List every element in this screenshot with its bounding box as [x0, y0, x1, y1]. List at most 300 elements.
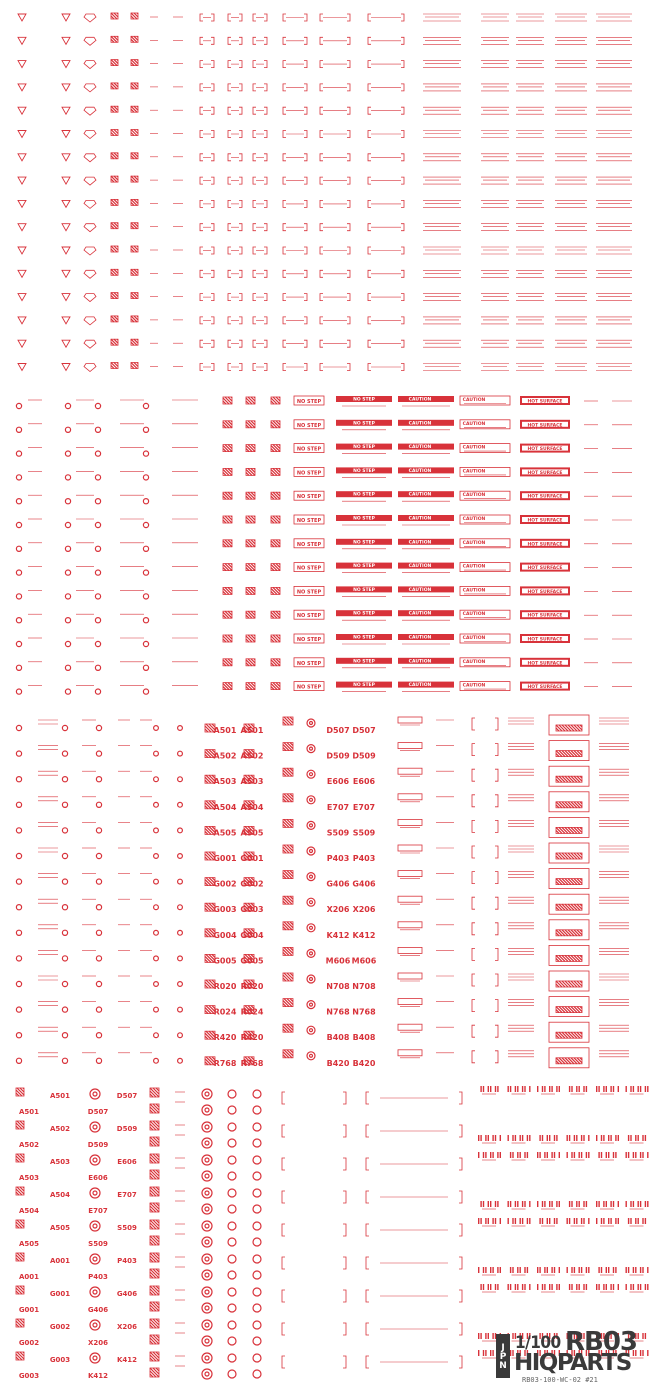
hot-surface-label: HOT SURFACE: [527, 494, 563, 500]
barcode-bar: [588, 1267, 589, 1273]
barcode-bar: [544, 1152, 545, 1158]
label-bracket: [472, 820, 498, 832]
target-ring: [65, 475, 70, 480]
target-ring: [65, 403, 70, 408]
target-ring: [62, 930, 67, 935]
inspection-tag: [398, 973, 422, 979]
target-ring: [143, 427, 148, 432]
target-dot: [310, 798, 313, 801]
barcode-bar: [574, 1267, 575, 1273]
target-ring: [65, 641, 70, 646]
caution-bar-label: CAUTION: [408, 421, 432, 427]
no-step-label: NO STEP: [296, 446, 322, 453]
hatch-square: [283, 922, 293, 930]
caution-box-label: CAUTION: [462, 398, 486, 403]
barcode-bar: [598, 1152, 599, 1158]
barcode-bar: [529, 1201, 530, 1207]
barcode-bar: [500, 1218, 501, 1224]
target-ring: [202, 1369, 212, 1379]
barcode-bar: [579, 1284, 580, 1290]
target-ring: [202, 1105, 212, 1115]
barcode-bar: [606, 1152, 607, 1158]
code-label: G001: [213, 854, 237, 863]
target-ring: [62, 725, 67, 730]
barcode-bar: [485, 1152, 486, 1158]
hatch-square: [150, 1137, 159, 1146]
target-ring: [178, 854, 183, 859]
hot-surface-label: HOT SURFACE: [527, 423, 563, 429]
target-ring: [96, 905, 101, 910]
barcode-bar: [645, 1218, 646, 1224]
barcode-bar: [515, 1284, 516, 1290]
caution-box-label: CAUTION: [462, 421, 486, 427]
hatch-square: [111, 339, 118, 345]
code-label: E707: [352, 802, 376, 812]
code-label: B420: [326, 1058, 350, 1068]
hatch-square: [150, 1319, 159, 1328]
hatch-square: [271, 683, 280, 690]
target-ring: [143, 641, 148, 646]
hatch-square: [16, 1352, 24, 1360]
barcode-bar: [613, 1284, 614, 1290]
code-label: K412: [326, 930, 350, 940]
barcode-bar: [576, 1201, 577, 1207]
barcode-bar: [598, 1284, 599, 1290]
hatch-square: [150, 1170, 159, 1179]
barcode-bar: [537, 1267, 538, 1273]
target-ring: [178, 982, 183, 987]
code-label: K412: [352, 930, 376, 940]
target-ring: [307, 796, 315, 804]
target-dot: [93, 1290, 97, 1294]
hatch-square: [246, 492, 255, 499]
hatch-square: [246, 611, 255, 618]
barcode-bar: [544, 1284, 545, 1290]
no-step-bar-label: NO STEP: [353, 587, 375, 593]
barcode-bar: [628, 1152, 629, 1158]
hatch-square: [223, 587, 232, 594]
code-label: G002: [213, 879, 237, 889]
barcode-bar: [542, 1218, 543, 1224]
inspection-tag: [398, 871, 422, 877]
gem-icon: [84, 14, 96, 22]
target-dot: [205, 1273, 209, 1277]
target-ring: [228, 1205, 236, 1213]
code-label: D509: [87, 1141, 109, 1149]
caution-box-label: CAUTION: [462, 659, 486, 665]
barcode-bar: [524, 1201, 525, 1207]
caution-bar-label: CAUTION: [408, 468, 432, 474]
target-ring: [96, 879, 101, 884]
barcode-bar: [508, 1201, 509, 1207]
target-ring: [90, 1089, 100, 1099]
barcode-bar: [527, 1218, 528, 1224]
target-dot: [93, 1125, 97, 1129]
hatch-square: [246, 421, 255, 428]
barcode-bar: [517, 1086, 518, 1092]
no-step-label: NO STEP: [296, 399, 322, 405]
barcode-bar: [492, 1333, 493, 1339]
barcode-bar: [606, 1201, 607, 1207]
code-label: G002: [18, 1339, 40, 1347]
target-ring: [62, 1033, 67, 1038]
barcode-bar: [488, 1284, 489, 1290]
code-label: A505: [240, 828, 264, 838]
code-label: M606: [325, 956, 351, 966]
target-ring: [143, 499, 148, 504]
target-ring: [154, 1058, 159, 1063]
no-step-bar-label: NO STEP: [353, 397, 375, 403]
warning-triangle-icon: [62, 270, 70, 277]
barcode-bar: [497, 1086, 498, 1092]
no-step-label: NO STEP: [296, 541, 322, 548]
hatch-square: [131, 293, 138, 299]
hot-surface-label: HOT SURFACE: [527, 566, 563, 572]
barcode-bar: [647, 1267, 648, 1273]
hatch-square: [111, 223, 118, 229]
code-label: A504: [18, 1207, 40, 1215]
code-label: G406: [116, 1290, 138, 1298]
target-ring: [90, 1287, 100, 1297]
label-bracket: [472, 948, 498, 960]
hatch-square: [246, 683, 255, 690]
barcode-bar: [488, 1135, 489, 1141]
target-ring: [62, 802, 67, 807]
warning-triangle-icon: [62, 61, 70, 68]
target-ring: [154, 777, 159, 782]
barcode-bar: [630, 1086, 631, 1092]
barcode-bar: [500, 1135, 501, 1141]
caution-bar-label: CAUTION: [408, 564, 432, 570]
hatch-square: [131, 246, 138, 252]
series-logo: RB03: [565, 1327, 638, 1357]
gem-icon: [84, 107, 96, 115]
target-ring: [16, 451, 21, 456]
target-ring: [307, 898, 315, 906]
barcode-bar: [559, 1201, 560, 1207]
barcode-bar: [638, 1086, 639, 1092]
target-ring: [253, 1370, 261, 1378]
code-label: G005: [240, 956, 264, 966]
barcode-bar: [539, 1152, 540, 1158]
hatch-square: [223, 421, 232, 428]
target-dot: [205, 1356, 209, 1360]
barcode-bar: [512, 1135, 513, 1141]
target-ring: [62, 853, 67, 858]
target-ring: [16, 725, 21, 730]
barcode-bar: [485, 1218, 486, 1224]
barcode-bar: [569, 1086, 570, 1092]
barcode-bar: [517, 1284, 518, 1290]
target-dot: [205, 1125, 209, 1129]
gem-icon: [84, 317, 96, 325]
caution-bar-label: CAUTION: [408, 611, 432, 617]
hatch-square: [223, 445, 232, 452]
target-ring: [65, 594, 70, 599]
hatch-square: [223, 659, 232, 666]
target-ring: [95, 451, 100, 456]
warning-triangle-icon: [18, 154, 26, 161]
hatch-square: [283, 1024, 293, 1032]
target-dot: [93, 1257, 97, 1261]
label-bracket: [472, 718, 498, 730]
no-step-label: NO STEP: [296, 470, 322, 477]
no-step-bar-label: NO STEP: [353, 540, 375, 546]
hatch-square: [131, 153, 138, 159]
barcode-bar: [606, 1086, 607, 1092]
target-dot: [205, 1257, 209, 1261]
target-ring: [96, 777, 101, 782]
target-ring: [307, 745, 315, 753]
label-bracket: [282, 1191, 346, 1203]
hatch-square: [111, 83, 118, 89]
code-label: P403: [352, 854, 376, 863]
inspection-tag: [398, 845, 422, 851]
barcode-bar: [522, 1201, 523, 1207]
barcode-bar: [645, 1135, 646, 1141]
barcode-bar: [510, 1267, 511, 1273]
inspection-tag: [398, 1024, 422, 1030]
barcode-bar: [635, 1218, 636, 1224]
barcode-bar: [512, 1152, 513, 1158]
warning-triangle-icon: [18, 317, 26, 324]
target-ring: [202, 1336, 212, 1346]
no-step-bar-label: NO STEP: [353, 659, 375, 665]
target-dot: [310, 1029, 313, 1032]
code-label: A504: [213, 802, 237, 812]
barcode-bar: [596, 1086, 597, 1092]
target-ring: [178, 1007, 183, 1012]
barcode-bar: [576, 1086, 577, 1092]
barcode-bar: [515, 1201, 516, 1207]
barcode-bar: [615, 1218, 616, 1224]
barcode-bar: [579, 1201, 580, 1207]
target-ring: [178, 751, 183, 756]
hatch-square: [271, 587, 280, 594]
caution-box-label: CAUTION: [462, 588, 486, 594]
code-label: D509: [116, 1125, 138, 1133]
target-dot: [205, 1191, 209, 1195]
hot-surface-label: HOT SURFACE: [527, 399, 563, 405]
code-label: G003: [18, 1372, 40, 1380]
barcode-bar: [551, 1152, 552, 1158]
target-dot: [205, 1174, 209, 1178]
gem-icon: [84, 84, 96, 92]
target-ring: [154, 726, 159, 731]
barcode-bar: [638, 1284, 639, 1290]
barcode-bar: [478, 1135, 479, 1141]
barcode-bar: [542, 1201, 543, 1207]
target-dot: [93, 1323, 97, 1327]
barcode-bar: [492, 1152, 493, 1158]
target-ring: [228, 1354, 236, 1362]
barcode-bar: [485, 1267, 486, 1273]
barcode-bar: [478, 1350, 479, 1356]
barcode-bar: [640, 1086, 641, 1092]
hot-surface-label: HOT SURFACE: [527, 613, 563, 619]
target-ring: [16, 665, 21, 670]
caution-bar-label: CAUTION: [408, 635, 432, 641]
barcode-bar: [586, 1152, 587, 1158]
barcode-bar: [576, 1218, 577, 1224]
label-bracket: [282, 1224, 346, 1236]
warning-triangle-icon: [62, 200, 70, 207]
barcode-bar: [635, 1267, 636, 1273]
barcode-bar: [547, 1152, 548, 1158]
barcode-bar: [480, 1201, 481, 1207]
hatch-square: [131, 36, 138, 42]
target-ring: [178, 777, 183, 782]
code-label: G001: [49, 1290, 71, 1298]
barcode-bar: [492, 1267, 493, 1273]
code-label: A504: [240, 802, 264, 812]
barcode-bar: [547, 1267, 548, 1273]
barcode-bar: [640, 1284, 641, 1290]
hatch-square: [131, 13, 138, 19]
target-ring: [16, 641, 21, 646]
code-label: R020: [213, 982, 237, 991]
barcode-bar: [645, 1201, 646, 1207]
barcode-bar: [610, 1135, 611, 1141]
target-ring: [16, 1058, 21, 1063]
target-dot: [310, 824, 313, 827]
target-dot: [205, 1323, 209, 1327]
hatch-square: [111, 363, 118, 369]
target-ring: [96, 956, 101, 961]
barcode-bar: [608, 1218, 609, 1224]
barcode-bar: [626, 1201, 627, 1207]
target-ring: [228, 1304, 236, 1312]
barcode-bar: [500, 1267, 501, 1273]
hatch-square: [131, 199, 138, 205]
target-dot: [310, 926, 313, 929]
gem-icon: [84, 224, 96, 232]
inspection-tag: [398, 947, 422, 953]
target-ring: [143, 618, 148, 623]
caution-bar-label: CAUTION: [408, 683, 432, 689]
hatch-square: [131, 363, 138, 369]
barcode-bar: [544, 1086, 545, 1092]
target-ring: [90, 1320, 100, 1330]
barcode-bar: [613, 1201, 614, 1207]
no-step-label: NO STEP: [296, 660, 322, 667]
target-ring: [202, 1237, 212, 1247]
target-ring: [228, 1106, 236, 1114]
barcode-bar: [529, 1284, 530, 1290]
barcode-bar: [633, 1086, 634, 1092]
target-ring: [154, 854, 159, 859]
warning-triangle-icon: [18, 14, 26, 21]
hatch-square: [150, 1121, 159, 1130]
hatch-square: [246, 516, 255, 523]
target-ring: [62, 956, 67, 961]
label-bracket: [282, 1092, 346, 1104]
hatch-square: [246, 540, 255, 547]
barcode-bar: [483, 1350, 484, 1356]
target-ring: [95, 475, 100, 480]
target-ring: [62, 905, 67, 910]
barcode-bar: [588, 1152, 589, 1158]
code-label: S509: [88, 1240, 108, 1248]
barcode-bar: [633, 1152, 634, 1158]
target-dot: [93, 1191, 97, 1195]
target-dot: [205, 1290, 209, 1294]
target-ring: [62, 1058, 67, 1063]
target-ring: [307, 1026, 315, 1034]
barcode-bar: [488, 1333, 489, 1339]
target-ring: [154, 982, 159, 987]
hatch-square: [246, 397, 255, 404]
barcode-bar: [529, 1135, 530, 1141]
warning-triangle-icon: [62, 131, 70, 138]
label-bracket: [472, 974, 498, 986]
barcode-bar: [626, 1284, 627, 1290]
barcode-bar: [544, 1267, 545, 1273]
target-ring: [178, 802, 183, 807]
code-label: N768: [326, 1007, 350, 1017]
barcode-bar: [569, 1284, 570, 1290]
no-step-bar-label: NO STEP: [353, 421, 375, 427]
hatch-square: [131, 339, 138, 345]
barcode-bar: [647, 1201, 648, 1207]
caution-box-label: CAUTION: [462, 540, 486, 546]
hatch-strip: [556, 955, 582, 961]
hatch-square: [150, 1236, 159, 1245]
target-ring: [62, 828, 67, 833]
barcode-bar: [480, 1086, 481, 1092]
barcode-bar: [647, 1152, 648, 1158]
barcode-bar: [583, 1135, 584, 1141]
hatch-square: [16, 1319, 24, 1327]
code-label: N768: [352, 1007, 376, 1017]
barcode-bar: [635, 1152, 636, 1158]
hatch-square: [150, 1187, 159, 1196]
code-label: G003: [49, 1356, 71, 1364]
barcode-bar: [571, 1201, 572, 1207]
code-label: G002: [49, 1323, 71, 1331]
target-dot: [205, 1108, 209, 1112]
warning-triangle-icon: [62, 224, 70, 231]
hatch-square: [283, 743, 293, 751]
barcode-bar: [610, 1218, 611, 1224]
hatch-square: [271, 611, 280, 618]
barcode-bar: [478, 1218, 479, 1224]
code-label: G406: [326, 879, 350, 889]
hot-surface-label: HOT SURFACE: [527, 685, 563, 691]
hatch-strip: [556, 930, 582, 936]
no-step-label: NO STEP: [296, 518, 322, 524]
barcode-bar: [567, 1267, 568, 1273]
target-ring: [154, 1007, 159, 1012]
label-bracket: [472, 1025, 498, 1037]
target-dot: [205, 1240, 209, 1244]
warning-triangle-icon: [62, 317, 70, 324]
target-ring: [96, 828, 101, 833]
target-dot: [93, 1158, 97, 1162]
target-ring: [143, 475, 148, 480]
barcode-bar: [522, 1218, 523, 1224]
caution-bar-label: CAUTION: [408, 540, 432, 546]
target-ring: [95, 570, 100, 575]
hatch-square: [111, 36, 118, 42]
warning-triangle-icon: [62, 84, 70, 91]
code-label: G002: [240, 879, 264, 889]
code-label: A001: [49, 1257, 71, 1265]
hatch-square: [223, 683, 232, 690]
barcode-bar: [510, 1152, 511, 1158]
barcode-bar: [559, 1152, 560, 1158]
barcode-bar: [515, 1086, 516, 1092]
